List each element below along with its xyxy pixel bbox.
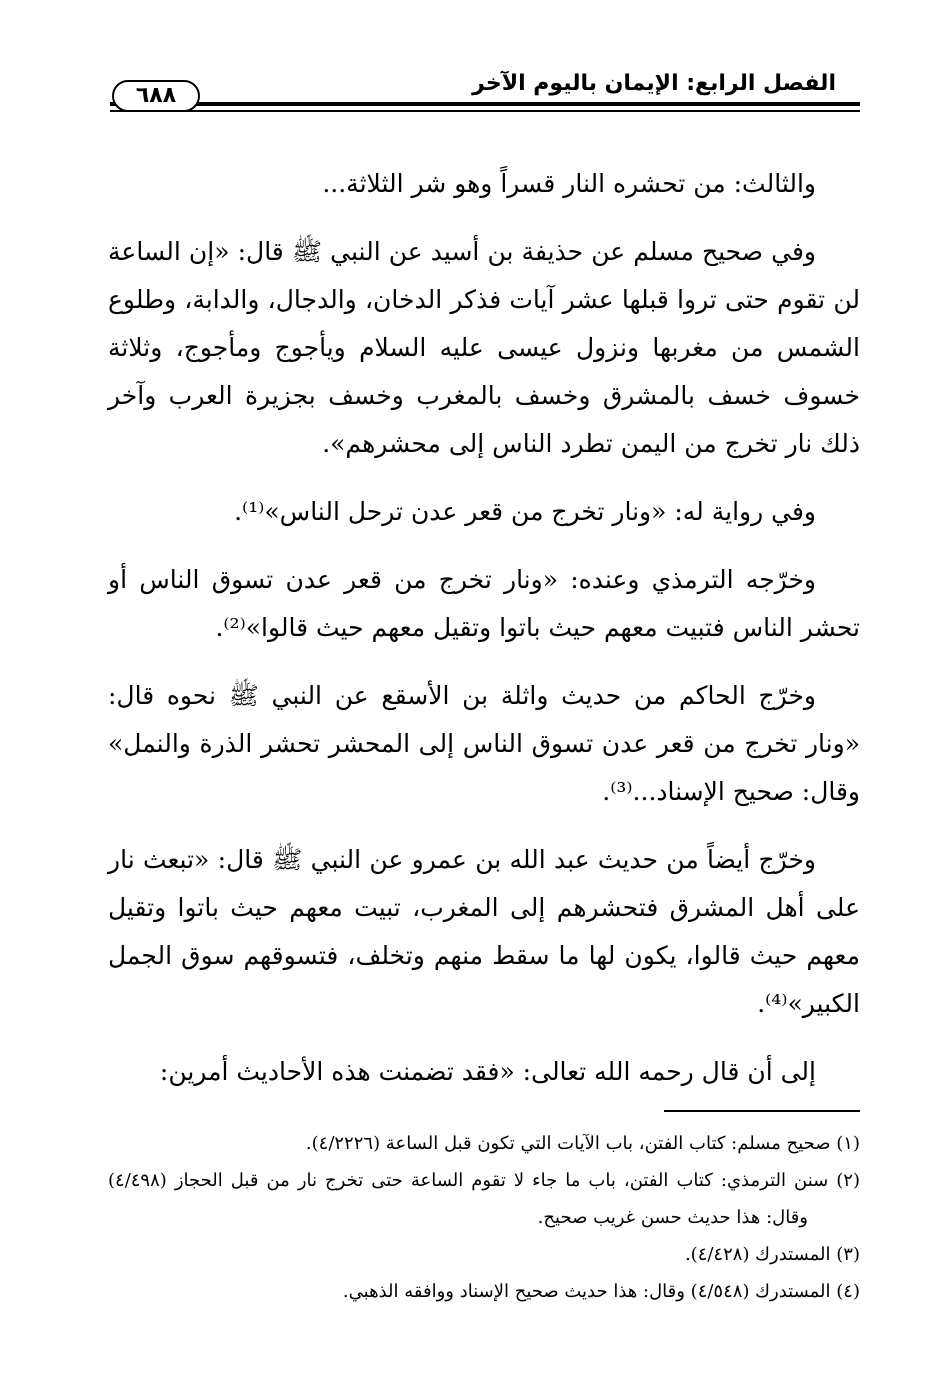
header-rule-thin xyxy=(110,110,860,112)
paragraph-muslim-hadith: وفي صحيح مسلم عن حذيفة بن أسيد عن النبي ﷺ قال: «إن الساعة لن تقوم حتى تروا قبلها عشر آيات فذكر الدخان، والدجال، والدابة، وطلوع الشمس من مغربها ونزول عيسى عليه السلام ويأجوج ومأجوج، وثلاثة خسوف خسف بالمشرق وخسف بالمغرب وخسف بجزيرة العرب وآخر ذلك نار تخرج من اليمن تطرد الناس إلى محشرهم». xyxy=(108,237,860,458)
running-header-title: الفصل الرابع: الإيمان باليوم الآخر xyxy=(472,71,836,96)
paragraph-tirmidhi: وخرّجه الترمذي وعنده: «ونار تخرج من قعر عدن تسوق الناس أو تحشر الناس فتبيت معهم حيث باتوا وتقيل معهم حيث قالوا»⁽²⁾. xyxy=(108,565,860,642)
paragraph-hakim-wathila: وخرّج الحاكم من حديث واثلة بن الأسقع عن النبي ﷺ نحوه قال: «ونار تخرج من قعر عدن تسوق الناس إلى المحشر تحشر الذرة والنمل» وقال: صحيح الإسناد...⁽³⁾. xyxy=(108,681,860,806)
footnote-3: (٣) المستدرك (٤/٤٢٨). xyxy=(684,1244,860,1265)
footnote-1: (١) صحيح مسلم: كتاب الفتن، باب الآيات التي تكون قبل الساعة (٤/٢٢٢٦). xyxy=(305,1133,860,1154)
paragraph-muslim-narration: وفي رواية له: «ونار تخرج من قعر عدن ترحل الناس»⁽¹⁾. xyxy=(234,497,816,526)
paragraph-conclusion: إلى أن قال رحمه الله تعالى: «فقد تضمنت هذه الأحاديث أمرين: xyxy=(159,1057,816,1086)
footnote-2: (٢) سنن الترمذي: كتاب الفتن، باب ما جاء لا تقوم الساعة حتى تخرج نار من قبل الحجاز (٤/٤٩٨) وقال: هذا حديث حسن غريب صحيح. xyxy=(108,1170,860,1228)
paragraph-third-group: والثالث: من تحشره النار قسراً وهو شر الثلاثة... xyxy=(322,169,816,198)
footnotes xyxy=(108,1125,860,1310)
header-rule-thick xyxy=(110,102,860,106)
page-number-badge: ٦٨٨ xyxy=(112,80,200,112)
main-text xyxy=(108,160,860,1116)
footnote-separator xyxy=(664,1110,860,1112)
footnote-4: (٤) المستدرك (٤/٥٤٨) وقال: هذا حديث صحيح الإسناد ووافقه الذهبي. xyxy=(342,1281,860,1302)
paragraph-hakim-abdullah: وخرّج أيضاً من حديث عبد الله بن عمرو عن النبي ﷺ قال: «تبعث نار على أهل المشرق فتحشرهم إلى المغرب، تبيت معهم حيث باتوا وتقيل معهم حيث قالوا، يكون لها ما سقط منهم وتخلف، فتسوقهم سوق الجمل الكبير»⁽⁴⁾. xyxy=(108,845,860,1018)
